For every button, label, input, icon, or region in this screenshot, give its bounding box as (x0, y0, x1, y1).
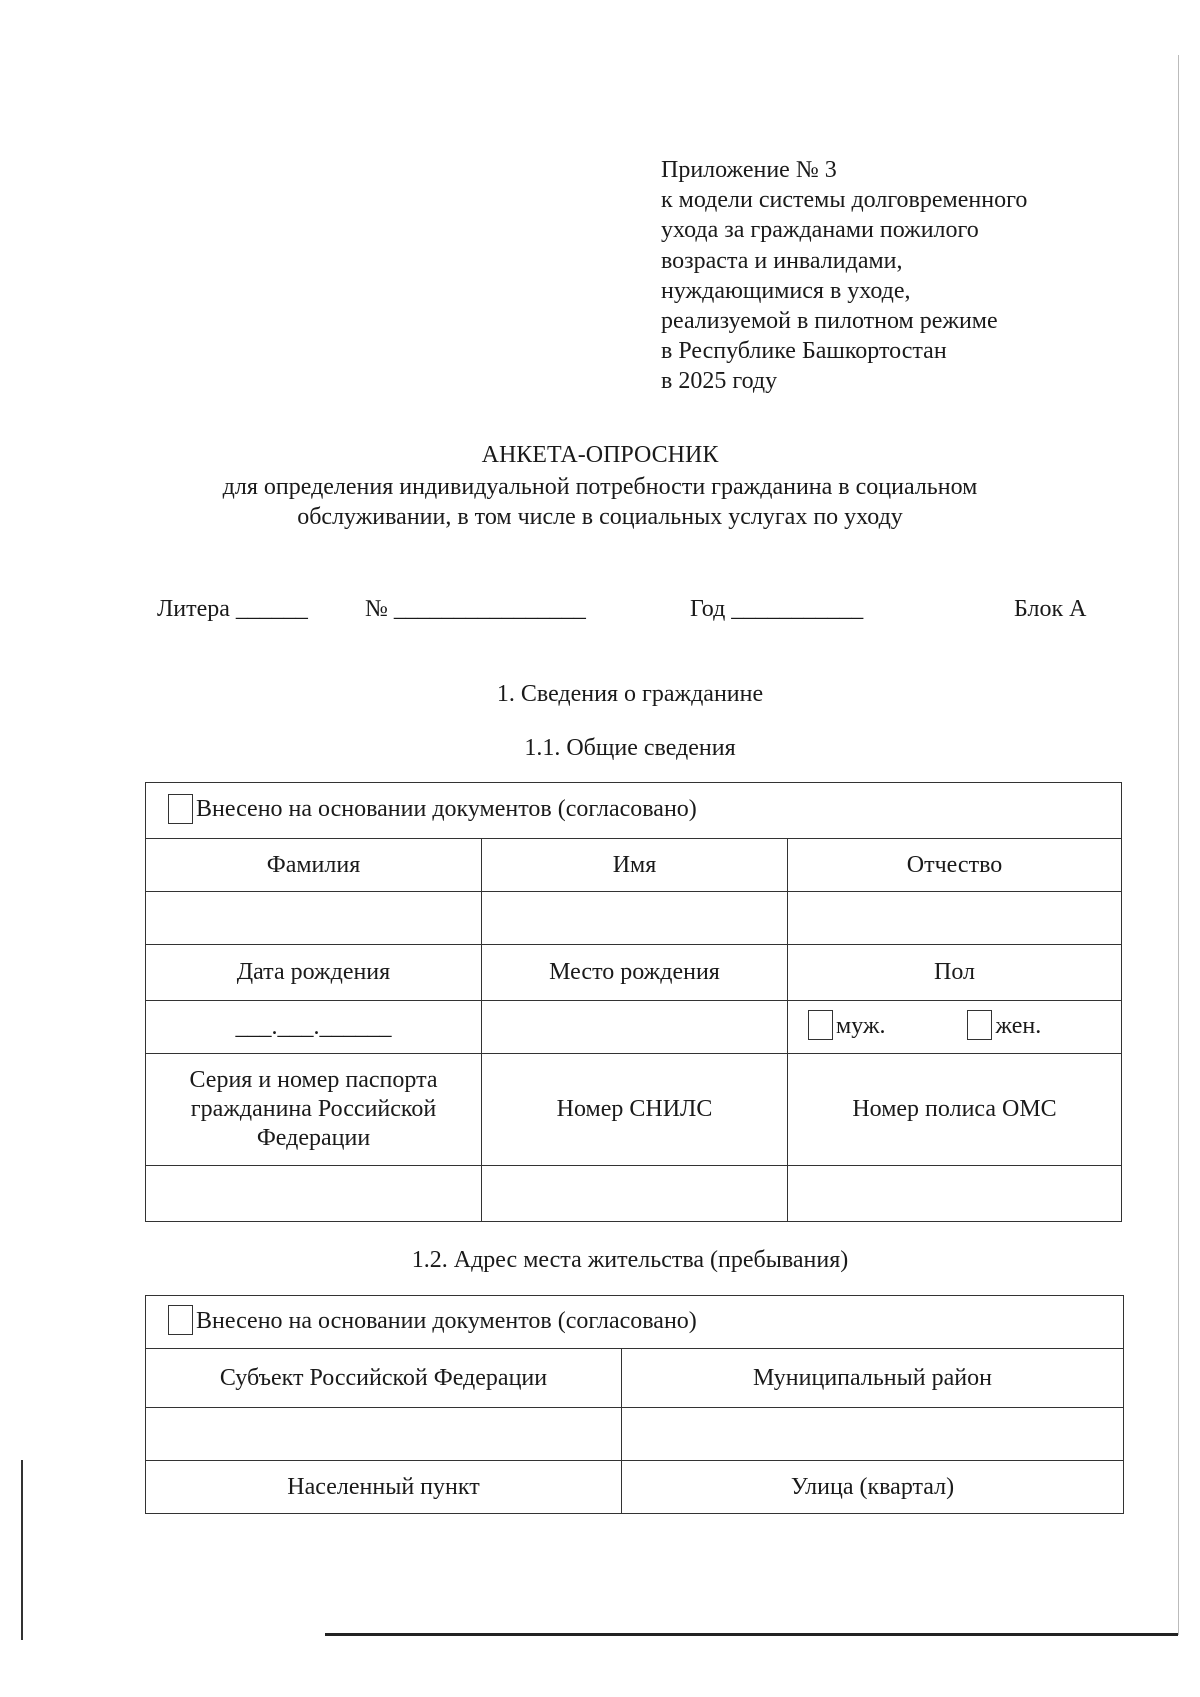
district-header: Муниципальный район (622, 1349, 1124, 1408)
locality-header: Населенный пункт (146, 1461, 622, 1514)
annex-line: возраста и инвалидами, (661, 247, 903, 274)
scan-right-edge (1178, 55, 1179, 1635)
page-bottom-rule (325, 1633, 1178, 1636)
surname-input[interactable] (146, 892, 482, 945)
sex-male-label: муж. (836, 1012, 886, 1039)
name-input[interactable] (482, 892, 788, 945)
annex-line: нуждающимися в уходе, (661, 277, 911, 304)
birthdate-input[interactable]: ___.___.______ (146, 1001, 482, 1054)
section-1-2-heading: 1.2. Адрес места жительства (пребывания) (411, 1247, 849, 1273)
snils-input[interactable] (482, 1166, 788, 1222)
section-1-1-heading: 1.1. Общие сведения (524, 735, 736, 761)
street-header: Улица (квартал) (622, 1461, 1124, 1514)
birthplace-input[interactable] (482, 1001, 788, 1054)
oms-input[interactable] (788, 1166, 1122, 1222)
sex-header: Пол (788, 945, 1122, 1001)
annex-line: ухода за гражданами пожилого (661, 217, 979, 244)
year-field[interactable]: Год ___________ (690, 596, 864, 622)
patronymic-input[interactable] (788, 892, 1122, 945)
sex-female-checkbox[interactable] (967, 1010, 992, 1040)
address-table (145, 1295, 1124, 1514)
address-consent-checkbox[interactable] (168, 1305, 193, 1335)
oms-header: Номер полиса ОМС (788, 1054, 1122, 1166)
section-1-heading: 1. Сведения о гражданине (496, 681, 764, 707)
general-info-table (145, 782, 1122, 1222)
annex-block (661, 155, 1027, 397)
number-field[interactable]: № ________________ (365, 596, 586, 622)
passport-header: Серия и номер паспорта гражданина Российской Федерации (146, 1054, 482, 1166)
consent-checkbox[interactable] (168, 794, 193, 824)
form-title: АНКЕТА-ОПРОСНИК (481, 442, 719, 468)
annex-line: реализуемой в пилотном режиме (661, 308, 998, 335)
surname-header: Фамилия (146, 839, 482, 892)
sex-female-label: жен. (995, 1012, 1042, 1039)
patronymic-header: Отчество (788, 839, 1122, 892)
block-label: Блок А (1014, 596, 1087, 622)
address-consent-label: Внесено на основании документов (согласовано) (196, 1307, 697, 1334)
annex-line: Приложение № 3 (661, 157, 837, 183)
annex-line: к модели системы долговременного (661, 187, 1028, 214)
litera-field[interactable]: Литера ______ (157, 596, 308, 622)
form-subtitle-line: обслуживании, в том числе в социальных услугах по уходу (297, 504, 903, 530)
birthdate-header: Дата рождения (146, 945, 482, 1001)
annex-line: в 2025 году (661, 368, 778, 395)
snils-header: Номер СНИЛС (482, 1054, 788, 1166)
consent-label: Внесено на основании документов (согласовано) (196, 796, 697, 823)
birthplace-header: Место рождения (482, 945, 788, 1001)
region-input[interactable] (146, 1408, 622, 1461)
address-consent-row (146, 1296, 1124, 1349)
passport-input[interactable] (146, 1166, 482, 1222)
annex-line: в Республике Башкортостан (661, 338, 947, 365)
region-header: Субъект Российской Федерации (146, 1349, 622, 1408)
form-subtitle (150, 472, 1050, 532)
form-subtitle-line: для определения индивидуальной потребности гражданина в социальном (222, 474, 978, 500)
consent-row (146, 783, 1122, 839)
name-header: Имя (482, 839, 788, 892)
scan-left-edge (21, 1460, 23, 1640)
sex-options (788, 1001, 1122, 1054)
sex-male-checkbox[interactable] (808, 1010, 833, 1040)
district-input[interactable] (622, 1408, 1124, 1461)
